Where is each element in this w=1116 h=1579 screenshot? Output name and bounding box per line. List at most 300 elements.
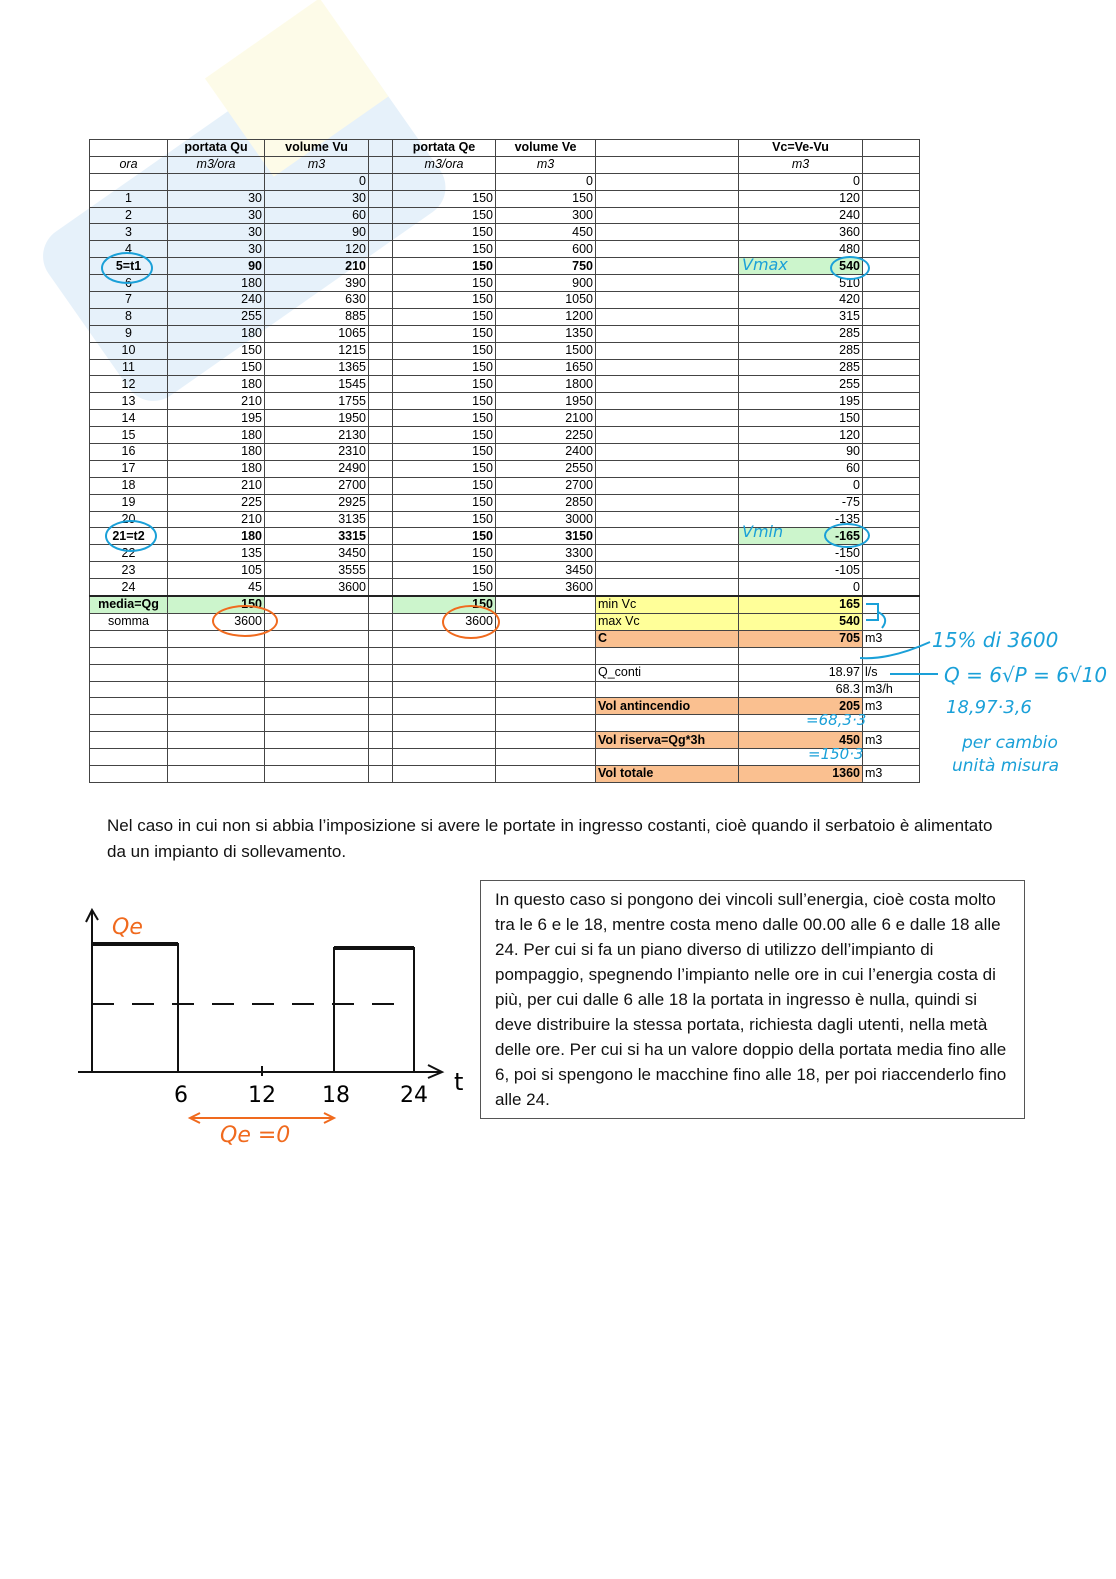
summary-name: Q_conti <box>596 664 739 681</box>
table-cell <box>863 190 920 207</box>
unit-header <box>369 156 393 173</box>
table-row <box>90 444 920 461</box>
summary-qe <box>393 715 496 732</box>
table-cell <box>496 681 596 698</box>
vu-cell: 3315 <box>265 528 369 545</box>
hour-cell: 3 <box>90 224 168 241</box>
table-cell <box>596 410 739 427</box>
qu-cell: 90 <box>168 258 265 275</box>
summary-label <box>90 681 168 698</box>
vu-cell: 2700 <box>265 477 369 494</box>
unit-header: m3/ora <box>168 156 265 173</box>
tick-12: 12 <box>248 1083 276 1108</box>
table-cell <box>369 410 393 427</box>
qe-cell: 150 <box>393 258 496 275</box>
table-cell <box>596 207 739 224</box>
table-cell <box>863 173 920 190</box>
table-row <box>90 342 920 359</box>
vc-cell: 420 <box>739 292 863 309</box>
table-row <box>90 241 920 258</box>
qe-cell: 150 <box>393 359 496 376</box>
table-row <box>90 393 920 410</box>
summary-value: 165 <box>739 596 863 613</box>
summary-qu <box>168 765 265 782</box>
summary-qe <box>393 732 496 749</box>
table-cell <box>863 359 920 376</box>
table-cell <box>863 207 920 224</box>
summary-name: max Vc <box>596 613 739 630</box>
table-cell <box>369 241 393 258</box>
qu-cell: 135 <box>168 545 265 562</box>
table-row <box>90 308 920 325</box>
table-cell <box>496 613 596 630</box>
vu-cell: 1365 <box>265 359 369 376</box>
ve-cell: 0 <box>496 173 596 190</box>
qu-cell: 180 <box>168 528 265 545</box>
conversion-note-2: unità misura <box>952 756 1060 776</box>
summary-qu: 3600 <box>168 613 265 630</box>
tick-6: 6 <box>174 1083 188 1108</box>
units-row <box>90 156 920 173</box>
hour-cell: 19 <box>90 494 168 511</box>
vmin-annotation: Vmin <box>742 522 784 541</box>
vc-cell: 0 <box>739 477 863 494</box>
qe-cell: 150 <box>393 292 496 309</box>
summary-name: C <box>596 630 739 647</box>
vc-cell: 0 <box>739 579 863 596</box>
qe-sketch-graph <box>60 890 480 1150</box>
table-cell <box>596 308 739 325</box>
table-cell <box>596 173 739 190</box>
table-cell <box>596 376 739 393</box>
table-cell <box>596 460 739 477</box>
summary-value <box>739 647 863 664</box>
qe-cell: 150 <box>393 410 496 427</box>
table-cell <box>596 511 739 528</box>
vu-cell: 3600 <box>265 579 369 596</box>
spreadsheet-table <box>89 139 920 783</box>
table-cell <box>596 494 739 511</box>
table-row <box>90 207 920 224</box>
vc-cell: 360 <box>739 224 863 241</box>
table-row <box>90 427 920 444</box>
vc-cell: 285 <box>739 359 863 376</box>
table-cell <box>596 562 739 579</box>
table-cell <box>369 545 393 562</box>
vu-cell: 90 <box>265 224 369 241</box>
vu-cell: 2490 <box>265 460 369 477</box>
table-cell <box>496 647 596 664</box>
circle-annotation-vmax <box>830 256 870 280</box>
table-cell <box>863 494 920 511</box>
table-cell <box>863 241 920 258</box>
summary-qu <box>168 647 265 664</box>
summary-row <box>90 647 920 664</box>
percent-annotation: 15% di 3600 <box>932 628 1059 652</box>
table-cell <box>863 511 920 528</box>
summary-value: 205 <box>739 698 863 715</box>
ve-cell: 1500 <box>496 342 596 359</box>
vu-cell: 2925 <box>265 494 369 511</box>
vu-cell: 1950 <box>265 410 369 427</box>
table-cell <box>863 528 920 545</box>
summary-value: 540 <box>739 613 863 630</box>
summary-unit: l/s <box>863 664 920 681</box>
vu-cell: 3450 <box>265 545 369 562</box>
table-cell <box>863 325 920 342</box>
ve-cell: 3600 <box>496 579 596 596</box>
summary-qu <box>168 664 265 681</box>
qu-cell: 180 <box>168 427 265 444</box>
qe-cell: 150 <box>393 427 496 444</box>
summary-value: 1360 <box>739 765 863 782</box>
qu-cell: 180 <box>168 325 265 342</box>
summary-label: media=Qg <box>90 596 168 613</box>
vu-cell: 1755 <box>265 393 369 410</box>
summary-row <box>90 765 920 782</box>
summary-unit: m3 <box>863 698 920 715</box>
table-cell <box>265 765 369 782</box>
table-cell <box>369 511 393 528</box>
table-cell <box>369 681 393 698</box>
qu-cell: 30 <box>168 207 265 224</box>
table-cell <box>369 393 393 410</box>
explanation-textbox <box>480 880 1025 1119</box>
vu-cell: 120 <box>265 241 369 258</box>
table-cell <box>596 224 739 241</box>
hour-cell: 2 <box>90 207 168 224</box>
summary-row <box>90 715 920 732</box>
vc-cell: 315 <box>739 308 863 325</box>
qu-cell: 255 <box>168 308 265 325</box>
table-row <box>90 494 920 511</box>
summary-row <box>90 698 920 715</box>
qu-cell: 180 <box>168 275 265 292</box>
table-row <box>90 410 920 427</box>
table-row <box>90 258 920 275</box>
table-cell <box>596 190 739 207</box>
vc-cell: 150 <box>739 410 863 427</box>
table-cell <box>596 275 739 292</box>
table-cell <box>863 545 920 562</box>
ve-cell: 1350 <box>496 325 596 342</box>
table-cell <box>596 241 739 258</box>
table-row <box>90 376 920 393</box>
summary-label <box>90 715 168 732</box>
qe-cell: 150 <box>393 562 496 579</box>
table-cell <box>369 630 393 647</box>
vu-cell: 3555 <box>265 562 369 579</box>
summary-unit: m3 <box>863 765 920 782</box>
qu-cell: 210 <box>168 393 265 410</box>
table-row <box>90 224 920 241</box>
table-cell <box>863 460 920 477</box>
qu-cell: 150 <box>168 359 265 376</box>
vc-cell: 285 <box>739 325 863 342</box>
table-cell <box>369 647 393 664</box>
ve-cell: 2850 <box>496 494 596 511</box>
vc-cell: -165 <box>739 528 863 545</box>
table-row <box>90 477 920 494</box>
qu-cell: 30 <box>168 224 265 241</box>
summary-unit: m3 <box>863 630 920 647</box>
unit-header: m3 <box>265 156 369 173</box>
vc-cell: -135 <box>739 511 863 528</box>
formula-annotation: Q = 6√P = 6√10 <box>944 663 1108 687</box>
table-cell <box>369 613 393 630</box>
summary-qu <box>168 715 265 732</box>
column-header: portata Qe <box>393 140 496 157</box>
hour-cell: 21=t2 <box>90 528 168 545</box>
qe-cell: 150 <box>393 477 496 494</box>
summary-label <box>90 647 168 664</box>
table-cell <box>496 664 596 681</box>
summary-row <box>90 596 920 613</box>
hour-cell <box>90 173 168 190</box>
table-cell <box>496 765 596 782</box>
table-cell <box>863 579 920 596</box>
ve-cell: 3300 <box>496 545 596 562</box>
column-header: volume Vu <box>265 140 369 157</box>
table-cell <box>369 224 393 241</box>
table-row <box>90 359 920 376</box>
summary-unit: m3 <box>863 732 920 749</box>
summary-label <box>90 749 168 766</box>
table-row <box>90 511 920 528</box>
summary-name: Vol antincendio <box>596 698 739 715</box>
ve-cell: 2400 <box>496 444 596 461</box>
hour-cell: 9 <box>90 325 168 342</box>
table-row <box>90 190 920 207</box>
qe-cell: 150 <box>393 207 496 224</box>
hour-cell: 23 <box>90 562 168 579</box>
summary-qu <box>168 732 265 749</box>
summary-label <box>90 664 168 681</box>
qu-cell: 180 <box>168 376 265 393</box>
tick-18: 18 <box>322 1083 350 1108</box>
summary-qe: 3600 <box>393 613 496 630</box>
column-header <box>863 140 920 157</box>
table-row <box>90 528 920 545</box>
vu-cell: 0 <box>265 173 369 190</box>
table-cell <box>596 359 739 376</box>
qu-cell: 180 <box>168 444 265 461</box>
summary-qe <box>393 664 496 681</box>
table-cell <box>863 258 920 275</box>
vu-cell: 60 <box>265 207 369 224</box>
vc-cell: 255 <box>739 376 863 393</box>
table-cell <box>496 715 596 732</box>
ve-cell: 2550 <box>496 460 596 477</box>
summary-label <box>90 698 168 715</box>
hour-cell: 20 <box>90 511 168 528</box>
hour-cell: 22 <box>90 545 168 562</box>
x-axis <box>78 1065 442 1078</box>
qu-cell: 30 <box>168 190 265 207</box>
vc-cell: 90 <box>739 444 863 461</box>
summary-unit: m3/h <box>863 681 920 698</box>
table-cell <box>369 715 393 732</box>
table-cell <box>265 664 369 681</box>
vu-cell: 2130 <box>265 427 369 444</box>
tick-24: 24 <box>400 1083 428 1108</box>
table-cell <box>265 596 369 613</box>
table-cell <box>369 477 393 494</box>
table-cell <box>369 460 393 477</box>
table-cell <box>369 765 393 782</box>
ve-cell: 750 <box>496 258 596 275</box>
ve-cell: 300 <box>496 207 596 224</box>
table-cell <box>369 579 393 596</box>
table-cell <box>596 477 739 494</box>
explanation-text: In questo caso si pongono dei vincoli sull’energia, cioè costa molto tra le 6 e le 18, mentre costa meno dalle 00.00 alle 6 e dalle 18 alle 24. Per cui si fa un piano diverso di utilizzo dell’impianto di pompaggio, spegnendo l’impianto nelle ore in cui l’energia costa di più, per cui dalle 6 alle 18 la portata in ingresso è nulla, quindi si deve distribuire la stessa portata, richiesta dagli utenti, nella metà delle ore. Per cui si ha un valore doppio della portata media fino alle 6, poi si spengono le macchine fino alle 18, per poi riaccenderlo fino alle 24. <box>495 890 1007 1109</box>
summary-row <box>90 630 920 647</box>
y-axis-label: Qe <box>112 915 143 940</box>
hour-cell: 5=t1 <box>90 258 168 275</box>
table-cell <box>265 749 369 766</box>
qu-cell: 195 <box>168 410 265 427</box>
circle-annotation-vmin <box>824 523 870 548</box>
arrow-annotations <box>860 598 940 698</box>
table-row <box>90 460 920 477</box>
table-row <box>90 562 920 579</box>
vc-cell: 120 <box>739 427 863 444</box>
table-cell <box>265 613 369 630</box>
summary-label <box>90 732 168 749</box>
qe-zero-label: Qe =0 <box>220 1123 291 1148</box>
vu-cell: 3135 <box>265 511 369 528</box>
summary-unit <box>863 715 920 732</box>
summary-value: 18.97 <box>739 664 863 681</box>
table-cell <box>596 342 739 359</box>
summary-name <box>596 715 739 732</box>
vu-cell: 30 <box>265 190 369 207</box>
body-paragraph: Nel caso in cui non si abbia l’imposizione si avere le portate in ingresso costanti, cioè quando il serbatoio è alimentato da un impianto di sollevamento. <box>107 816 993 861</box>
vc-cell: -75 <box>739 494 863 511</box>
vc-cell: -105 <box>739 562 863 579</box>
ve-cell: 1950 <box>496 393 596 410</box>
summary-unit <box>863 749 920 766</box>
summary-name: Vol riserva=Qg*3h <box>596 732 739 749</box>
summary-qu: 150 <box>168 596 265 613</box>
qe-cell: 150 <box>393 342 496 359</box>
summary-name <box>596 681 739 698</box>
qe-cell: 150 <box>393 190 496 207</box>
unit-header: ora <box>90 156 168 173</box>
ve-cell: 1050 <box>496 292 596 309</box>
summary-value: 705 <box>739 630 863 647</box>
table-cell <box>369 207 393 224</box>
ve-cell: 3150 <box>496 528 596 545</box>
qu-cell <box>168 173 265 190</box>
ve-cell: 2700 <box>496 477 596 494</box>
table-cell <box>496 698 596 715</box>
summary-qe <box>393 647 496 664</box>
summary-row <box>90 749 920 766</box>
vc-cell: 0 <box>739 173 863 190</box>
qe-cell: 150 <box>393 275 496 292</box>
ve-cell: 2250 <box>496 427 596 444</box>
table-cell <box>496 732 596 749</box>
vc-cell: 120 <box>739 190 863 207</box>
conversion-note-1: per cambio <box>962 733 1058 753</box>
hour-cell: 7 <box>90 292 168 309</box>
table-cell <box>369 427 393 444</box>
summary-qe <box>393 765 496 782</box>
hour-cell: 4 <box>90 241 168 258</box>
table-cell <box>369 376 393 393</box>
table-cell <box>863 292 920 309</box>
antincendio-annotation: =68,3·3 <box>806 711 867 729</box>
summary-qe <box>393 681 496 698</box>
hour-cell: 10 <box>90 342 168 359</box>
hour-cell: 11 <box>90 359 168 376</box>
unit-header: m3 <box>739 156 863 173</box>
table-row <box>90 292 920 309</box>
qe-cell: 150 <box>393 545 496 562</box>
qu-cell: 45 <box>168 579 265 596</box>
table-cell <box>369 444 393 461</box>
hour-cell: 12 <box>90 376 168 393</box>
column-header: volume Ve <box>496 140 596 157</box>
table-cell <box>863 342 920 359</box>
table-cell <box>596 393 739 410</box>
qu-cell: 210 <box>168 511 265 528</box>
vu-cell: 885 <box>265 308 369 325</box>
table-cell <box>596 258 739 275</box>
hour-cell: 17 <box>90 460 168 477</box>
table-cell <box>369 596 393 613</box>
table-cell <box>369 749 393 766</box>
qe-step-line <box>92 944 414 1072</box>
table-cell <box>369 173 393 190</box>
ve-cell: 3450 <box>496 562 596 579</box>
vu-cell: 1065 <box>265 325 369 342</box>
summary-value: 450 <box>739 732 863 749</box>
table-cell <box>265 630 369 647</box>
column-header: portata Qu <box>168 140 265 157</box>
ve-cell: 3000 <box>496 511 596 528</box>
vu-cell: 210 <box>265 258 369 275</box>
summary-name: min Vc <box>596 596 739 613</box>
table-row <box>90 579 920 596</box>
table-row <box>90 545 920 562</box>
table-cell <box>369 732 393 749</box>
qe-cell: 150 <box>393 224 496 241</box>
table-cell <box>863 562 920 579</box>
table-cell <box>369 275 393 292</box>
table-cell <box>369 664 393 681</box>
ve-cell: 2100 <box>496 410 596 427</box>
conversion-annotation: 18,97·3,6 <box>946 697 1032 718</box>
qe-cell: 150 <box>393 376 496 393</box>
vu-cell: 630 <box>265 292 369 309</box>
table-cell <box>369 359 393 376</box>
summary-label <box>90 630 168 647</box>
summary-qe: 150 <box>393 596 496 613</box>
qe-cell: 150 <box>393 241 496 258</box>
header-row <box>90 140 920 157</box>
ve-cell: 450 <box>496 224 596 241</box>
table-cell <box>496 749 596 766</box>
hour-cell: 1 <box>90 190 168 207</box>
ve-cell: 1200 <box>496 308 596 325</box>
qu-cell: 210 <box>168 477 265 494</box>
vu-cell: 390 <box>265 275 369 292</box>
hour-cell: 16 <box>90 444 168 461</box>
table-cell <box>863 410 920 427</box>
vc-cell: 240 <box>739 207 863 224</box>
